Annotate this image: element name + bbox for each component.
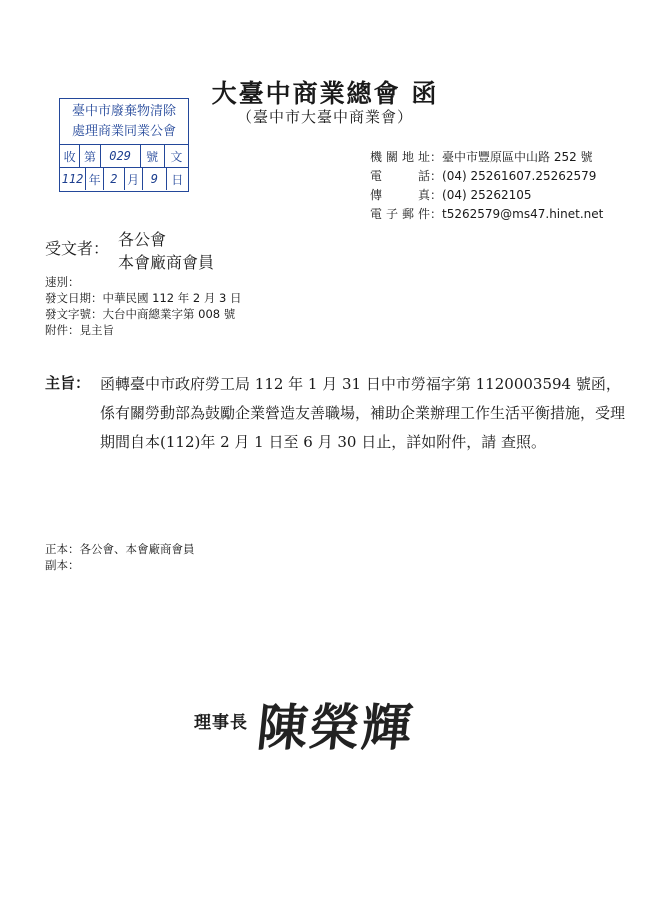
- address-label: 機關地址: [370, 150, 430, 164]
- distribution-copy: 副本：: [45, 558, 80, 572]
- email-value: t5262579@ms47.hinet.net: [442, 207, 604, 221]
- distribution-main: 正本：各公會、本會廠商會員: [45, 542, 195, 556]
- stamp-di: 第: [80, 145, 100, 167]
- address-value: 臺中市豐原區中山路 252 號: [442, 150, 593, 164]
- meta-speed: 速別：: [45, 275, 80, 289]
- fax-label: 傳真: [370, 188, 430, 202]
- document-meta: [45, 274, 242, 338]
- email-label: 電子郵件: [370, 207, 430, 221]
- stamp-org-line1: 臺中市廢棄物清除: [71, 104, 176, 119]
- contact-address: 機關地址：臺中市豐原區中山路 252 號: [370, 148, 603, 167]
- meta-doc-number: 發文字號：大台中商總業字第 008 號: [45, 307, 236, 321]
- signature-name: 陳榮輝: [254, 698, 417, 757]
- contact-email: 電子郵件：t5262579@ms47.hinet.net: [370, 205, 603, 224]
- stamp-wen: 文: [170, 149, 183, 164]
- stamp-month-label: 月: [125, 168, 143, 190]
- recipient-line: 本會廠商會員: [118, 253, 215, 272]
- stamp-number-row: [60, 145, 188, 168]
- stamp-year-label: 年: [86, 168, 104, 190]
- recipient-list: [118, 228, 214, 274]
- stamp-receive: 收: [60, 145, 80, 167]
- contact-phone: 電話：(04) 25261607.25262579: [370, 167, 603, 186]
- meta-attachment: 附件：見主旨: [45, 323, 114, 337]
- stamp-number: 029: [101, 145, 141, 167]
- stamp-org-line2: 處理商業同業公會: [71, 124, 176, 139]
- stamp-date-row: [60, 168, 188, 190]
- stamp-hao: 號: [141, 145, 165, 167]
- stamp-month: 2: [104, 168, 124, 190]
- stamp-day: 9: [143, 168, 167, 190]
- subject-text: 函轉臺中市政府勞工局 112 年 1 月 31 日中市勞福字第 1120003594 號函，係有關勞動部為鼓勵企業營造友善職場，補助企業辦理工作生活平衡措施，受理期間自本(112)年 2 月 1 日至 6 月 30 日止，詳如附件，請 查照。: [100, 375, 626, 451]
- contact-fax: 傳真：(04) 25262105: [370, 186, 603, 205]
- document-subtitle: （臺中市大臺中商業會）: [236, 108, 413, 126]
- meta-date: 發文日期：中華民國 112 年 2 月 3 日: [45, 291, 242, 305]
- fax-value: (04) 25262105: [442, 188, 532, 202]
- stamp-org: [60, 99, 188, 145]
- recipient-line: 各公會: [118, 230, 167, 249]
- phone-label: 電話: [370, 169, 430, 183]
- recipient-label: 受文者：: [45, 239, 110, 258]
- document-title: 大臺中商業總會 函: [211, 79, 439, 108]
- contact-info: [370, 148, 603, 224]
- signature-title: 理事長: [194, 713, 248, 733]
- stamp-day-label: 日: [171, 172, 184, 187]
- distribution: [45, 541, 195, 573]
- phone-value: (04) 25261607.25262579: [442, 169, 597, 183]
- receipt-stamp: [59, 98, 189, 192]
- stamp-year: 112: [60, 168, 86, 190]
- subject-label: 主旨：: [45, 374, 91, 392]
